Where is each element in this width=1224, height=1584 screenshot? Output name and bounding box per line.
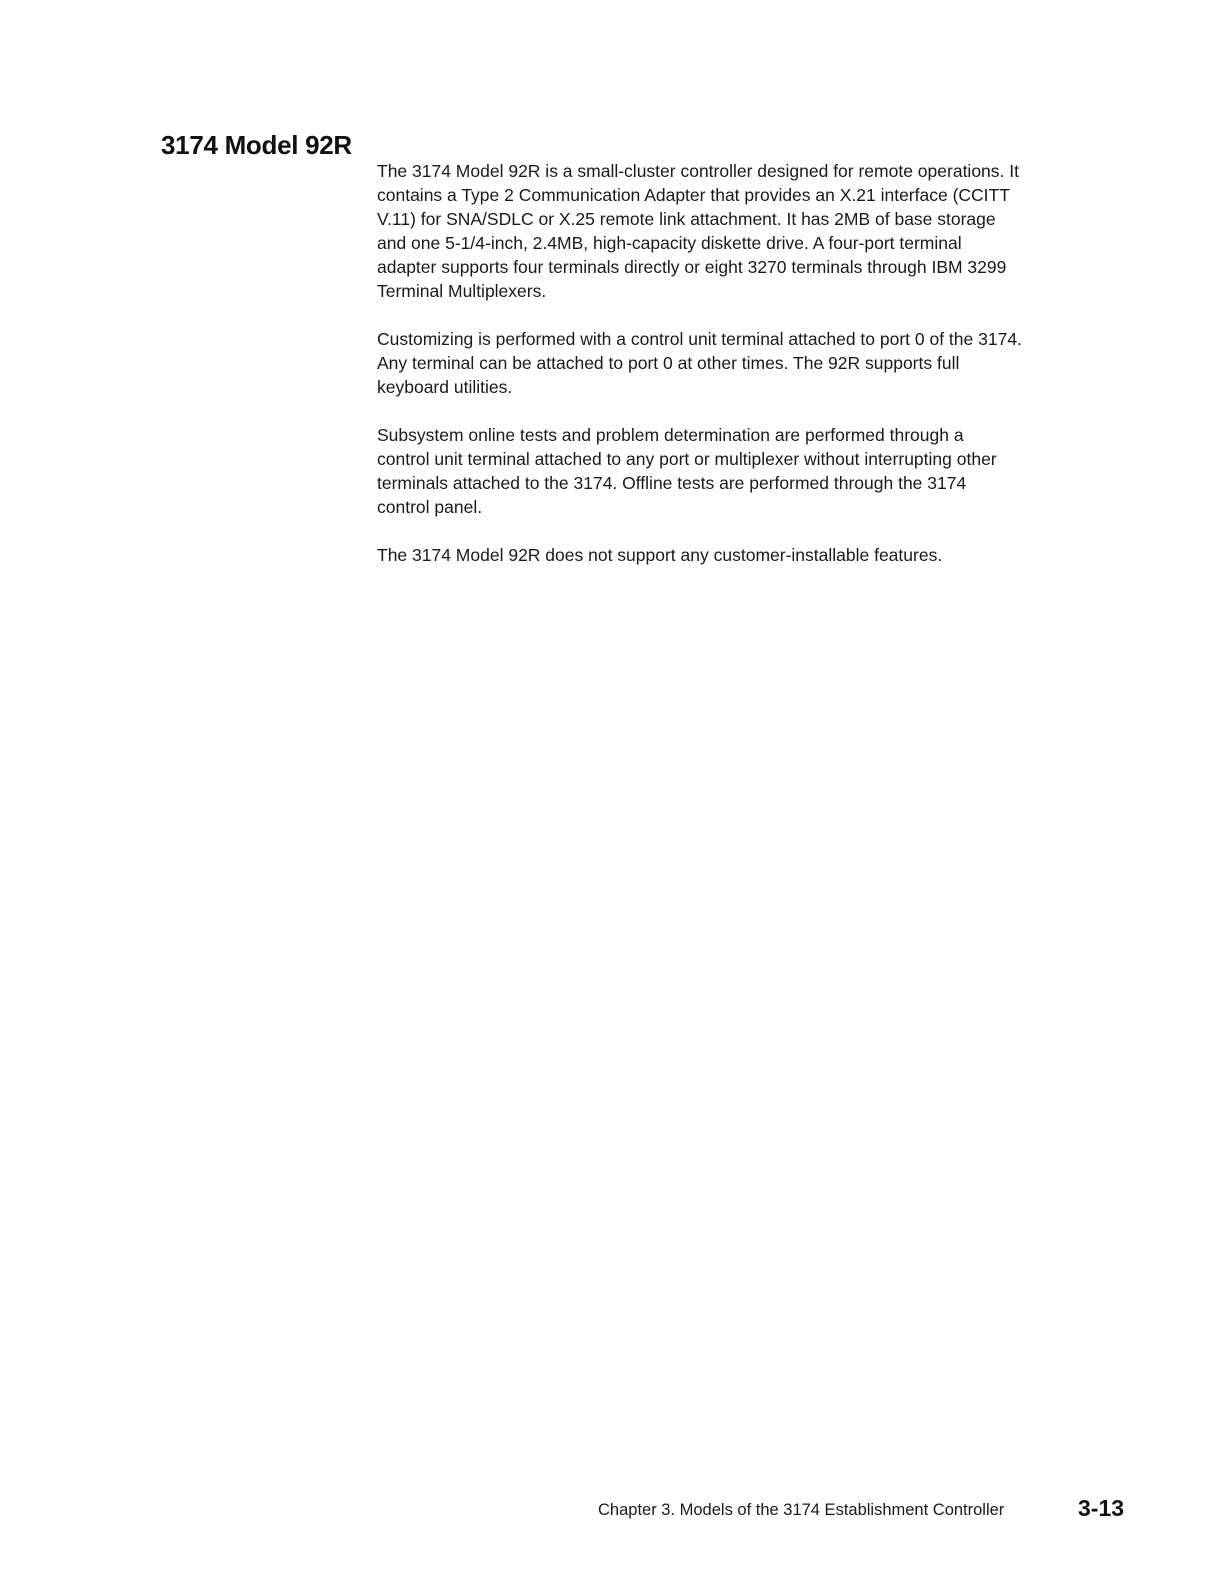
paragraph-line: adapter supports four terminals directly or eight 3270 terminals through IBM 3299	[377, 257, 1007, 277]
footer-page-number: 3-13	[1078, 1495, 1125, 1521]
paragraph-line: contains a Type 2 Communication Adapter that provides an X.21 interface (CCITT	[377, 185, 1010, 205]
paragraph-tests	[377, 423, 1137, 519]
paragraph-model-overview	[377, 159, 1137, 303]
body-text	[377, 159, 1137, 591]
section-heading: 3174 Model 92R	[161, 130, 352, 160]
paragraph-line: Customizing is performed with a control unit terminal attached to port 0 of the 3174.	[377, 329, 1022, 349]
paragraph-features	[377, 543, 1137, 567]
paragraph-line: Subsystem online tests and problem determination are performed through a	[377, 425, 964, 445]
page-footer	[598, 1494, 1128, 1526]
paragraph-line: V.11) for SNA/SDLC or X.25 remote link attachment. It has 2MB of base storage	[377, 209, 996, 229]
paragraph-line: terminals attached to the 3174. Offline tests are performed through the 3174	[377, 473, 967, 493]
paragraph-line: and one 5-1/4-inch, 2.4MB, high-capacity diskette drive. A four-port terminal	[377, 233, 962, 253]
paragraph-line: control panel.	[377, 497, 483, 517]
paragraph-customizing	[377, 327, 1137, 399]
paragraph-line: The 3174 Model 92R is a small-cluster controller designed for remote operations. It	[377, 161, 1019, 181]
paragraph-line: Any terminal can be attached to port 0 at other times. The 92R supports full	[377, 353, 960, 373]
paragraph-line: The 3174 Model 92R does not support any customer-installable features.	[377, 545, 943, 565]
paragraph-line: control unit terminal attached to any port or multiplexer without interrupting other	[377, 449, 997, 469]
footer-chapter-title: Chapter 3. Models of the 3174 Establishment Controller	[598, 1501, 1005, 1519]
paragraph-line: Terminal Multiplexers.	[377, 281, 547, 301]
paragraph-line: keyboard utilities.	[377, 377, 513, 397]
